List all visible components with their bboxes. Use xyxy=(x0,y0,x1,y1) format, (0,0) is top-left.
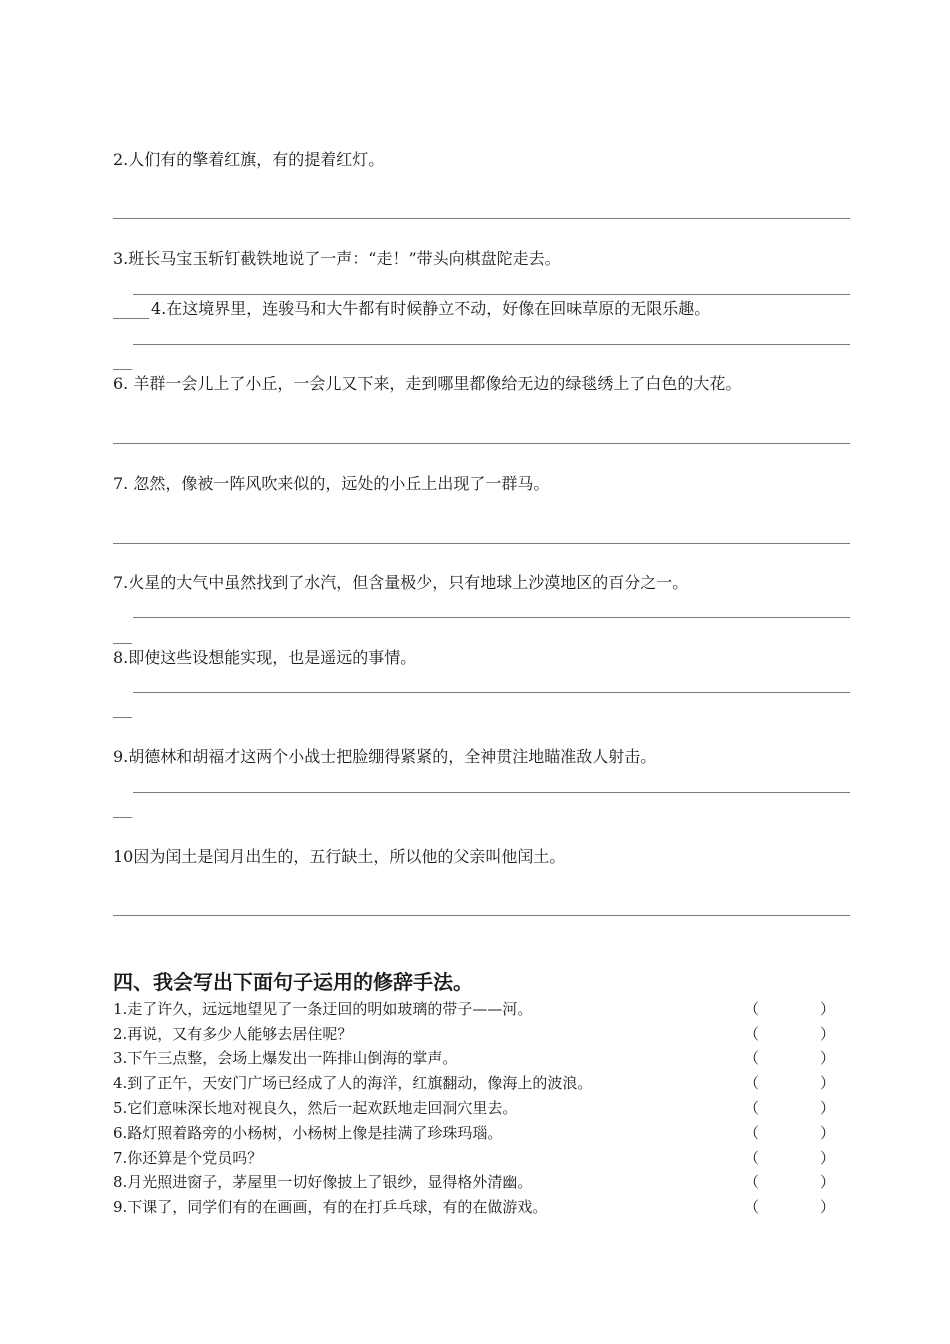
sentence-7b: 7.火星的大气中虽然找到了水汽，但含量极少，只有地球上沙漠地区的百分之一。 xyxy=(113,573,689,592)
sentence-10: 10因为闰土是闰月出生的，五行缺土，所以他的父亲叫他闰土。 xyxy=(113,847,566,866)
sentence-6: 6. 羊群一会儿上了小丘，一会儿又下来，走到哪里都像给无边的绿毯绣上了白色的大花。 xyxy=(113,374,742,393)
sentence-7a: 7. 忽然，像被一阵风吹来似的，远处的小丘上出现了一群马。 xyxy=(113,474,550,493)
answer-line[interactable] xyxy=(133,617,850,618)
answer-line-short[interactable] xyxy=(113,369,132,370)
rhetoric-item-7: 7.你还算是个党员吗？ xyxy=(113,1149,263,1167)
answer-line[interactable] xyxy=(113,915,850,916)
answer-line-short[interactable] xyxy=(113,318,149,319)
section-4-heading: 四、我会写出下面句子运用的修辞手法。 xyxy=(113,970,473,994)
rhetoric-item-2: 2.再说，又有多少人能够去居住呢？ xyxy=(113,1025,353,1043)
rhetoric-item-1: 1.走了许久，远远地望见了一条迂回的明如玻璃的带子——河。 xyxy=(113,1000,533,1018)
rhetoric-item-3: 3.下午三点整，会场上爆发出一阵排山倒海的掌声。 xyxy=(113,1049,458,1067)
answer-line[interactable] xyxy=(113,543,850,544)
sentence-3: 3.班长马宝玉斩钉截铁地说了一声：“走！”带头向棋盘陀走去。 xyxy=(113,249,561,268)
answer-line-short[interactable] xyxy=(113,717,132,718)
answer-line[interactable] xyxy=(133,294,850,295)
answer-line[interactable] xyxy=(133,792,850,793)
rhetoric-item-5: 5.它们意味深长地对视良久，然后一起欢跃地走回洞穴里去。 xyxy=(113,1099,518,1117)
answer-line-short[interactable] xyxy=(113,817,132,818)
sentence-9: 9.胡德林和胡福才这两个小战士把脸绷得紧紧的，全神贯注地瞄准敌人射击。 xyxy=(113,747,657,766)
answer-line[interactable] xyxy=(113,443,850,444)
answer-line[interactable] xyxy=(113,218,850,219)
sentence-4: 4.在这境界里，连骏马和大牛都有时候静立不动，好像在回味草原的无限乐趣。 xyxy=(151,299,711,318)
rhetoric-item-4: 4.到了正午，天安门广场已经成了人的海洋，红旗翻动，像海上的波浪。 xyxy=(113,1074,593,1092)
sentence-8: 8.即使这些设想能实现，也是遥远的事情。 xyxy=(113,648,417,667)
rhetoric-item-8: 8.月光照进窗子，茅屋里一切好像披上了银纱，显得格外清幽。 xyxy=(113,1173,533,1191)
sentence-2: 2.人们有的擎着红旗，有的提着红灯。 xyxy=(113,150,385,169)
rhetoric-item-6: 6.路灯照着路旁的小杨树，小杨树上像是挂满了珍珠玛瑙。 xyxy=(113,1124,503,1142)
answer-line[interactable] xyxy=(133,692,850,693)
answer-line[interactable] xyxy=(133,344,850,345)
answer-line-short[interactable] xyxy=(113,643,132,644)
rhetoric-item-9: 9.下课了，同学们有的在画画，有的在打乒乓球，有的在做游戏。 xyxy=(113,1198,548,1216)
